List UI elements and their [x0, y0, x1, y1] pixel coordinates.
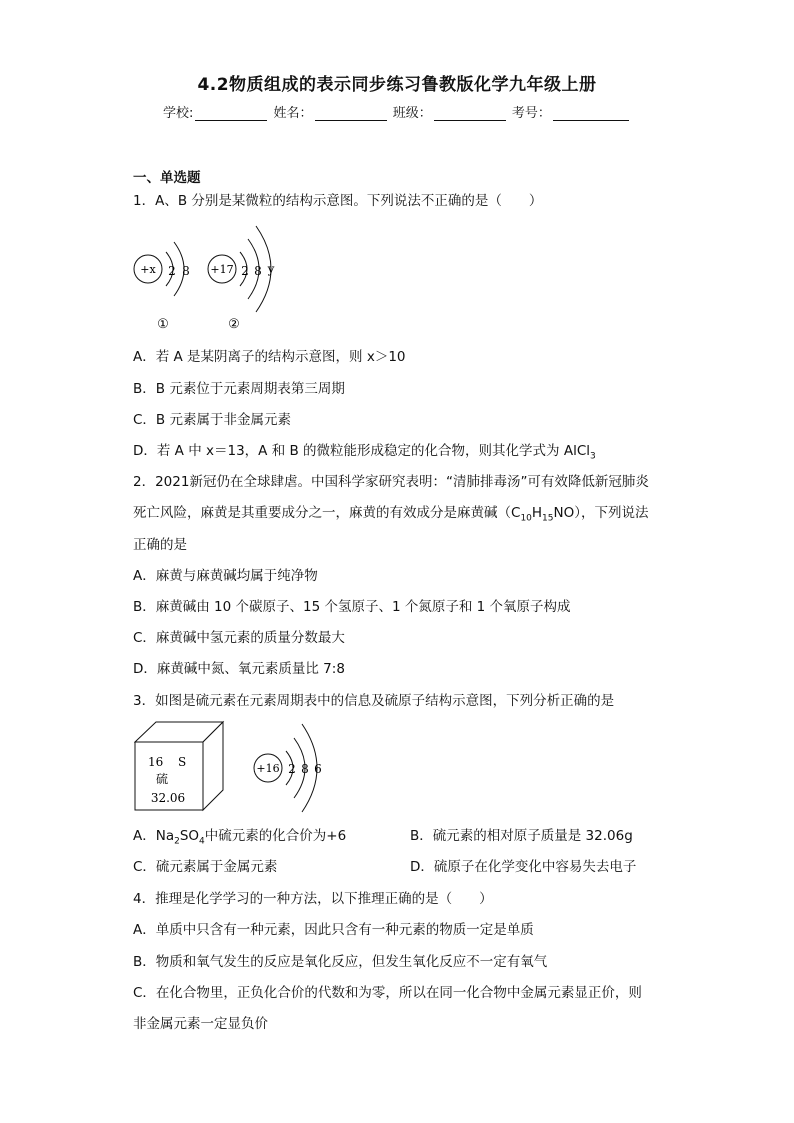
q3-cell-number: 16 [148, 755, 164, 769]
q3-cell-name: 硫 [155, 772, 169, 786]
q1-option-c[interactable]: C．B 元素属于非金属元素 [133, 412, 291, 428]
q3-option-d[interactable]: D．硫原子在化学变化中容易失去电子 [410, 859, 637, 875]
section-title: 一、单选题 [133, 170, 201, 186]
class-label: 班级： [392, 106, 432, 121]
q1-option-a[interactable]: A．若 A 是某阴离子的结构示意图，则 x＞10 [133, 349, 406, 365]
q1-nucleus-b-label: +17 [210, 263, 234, 276]
q1-label-a: ① [157, 317, 169, 332]
q3-stem: 3．如图是硫元素在元素周期表中的信息及硫原子结构示意图，下列分析正确的是 [133, 693, 615, 709]
school-label: 学校: [163, 106, 194, 121]
q3-nucleus-label: +16 [256, 762, 280, 775]
id-blank[interactable] [553, 106, 629, 121]
q1-nucleus-a-label: +x [140, 263, 156, 276]
q3-cell-symbol: S [178, 755, 187, 769]
q2-option-a[interactable]: A．麻黄与麻黄碱均属于纯净物 [133, 568, 318, 584]
school-blank[interactable] [195, 106, 267, 121]
q1-option-b[interactable]: B．B 元素位于元素周期表第三周期 [133, 381, 345, 397]
q1-structure-diagrams [130, 222, 290, 334]
q3-formula-mid: SO [179, 828, 200, 844]
q2-formula-c-sub: 10 [520, 513, 532, 524]
name-blank[interactable] [315, 106, 387, 121]
q3-cell-mass: 32.06 [150, 791, 186, 805]
q3-shell3-count: 6 [314, 762, 322, 776]
q2-stem-line2-post: NO），下列说法 [553, 505, 649, 521]
q1-option-d[interactable] [133, 442, 596, 466]
q3-shell2-count: 8 [301, 762, 309, 776]
q4-option-c-line2[interactable]: 非金属元素一定显负价 [133, 1016, 268, 1032]
q1-option-d-text: D．若 A 中 x＝13，A 和 B 的微粒能形成稳定的化合物，则其化学式为 AlCl [133, 443, 590, 459]
q2-option-c[interactable]: C．麻黄碱中氢元素的质量分数最大 [133, 630, 345, 646]
q1-shell-b1-count: 2 [241, 264, 249, 278]
student-info-line [163, 102, 631, 121]
q3-atom-structure [254, 724, 322, 812]
q2-formula-h: H [531, 505, 543, 521]
q2-option-d[interactable]: D．麻黄碱中氮、氧元素质量比 7:8 [133, 661, 345, 677]
q1-shell-a1-count: 2 [168, 264, 176, 278]
q4-option-b[interactable]: B．物质和氧气发生的反应是氧化反应，但发生氧化反应不一定有氧气 [133, 954, 548, 970]
q3-option-b[interactable]: B．硫元素的相对原子质量是 32.06g [410, 828, 633, 844]
q1-label-b: ② [228, 317, 240, 332]
class-blank[interactable] [434, 106, 506, 121]
q2-stem-line2 [133, 504, 648, 528]
q1-shell-a2-count: 8 [182, 264, 190, 278]
q2-option-b[interactable]: B．麻黄碱由 10 个碳原子、15 个氢原子、1 个氮原子和 1 个氧原子构成 [133, 599, 571, 615]
q1-stem: 1．A、B 分别是某微粒的结构示意图。下列说法不正确的是（ ） [133, 193, 543, 209]
q3-periodic-cell [135, 722, 223, 810]
q1-shell-b3-count: y [267, 262, 275, 276]
q3-formula-sub2: 4 [199, 836, 205, 847]
q2-stem-line3: 正确的是 [133, 537, 187, 553]
q2-stem-line1: 2．2021新冠仍在全球肆虐。中国科学家研究表明：“清肺排毒汤”可有效降低新冠肺炎 [133, 474, 649, 490]
q3-diagrams [134, 718, 334, 816]
q3-option-a[interactable] [133, 827, 346, 851]
q4-stem: 4．推理是化学学习的一种方法，以下推理正确的是（ ） [133, 891, 493, 907]
q3-shell1-count: 2 [288, 762, 296, 776]
q3-formula-sub1: 2 [174, 836, 180, 847]
q3-option-c[interactable]: C．硫元素属于金属元素 [133, 859, 278, 875]
q1-option-d-subscript: 3 [590, 451, 596, 462]
q1-shell-b2-count: 8 [254, 264, 262, 278]
q4-option-a[interactable]: A．单质中只含有一种元素，因此只含有一种元素的物质一定是单质 [133, 922, 534, 938]
q3-option-a-pre: A．Na [133, 828, 175, 844]
q4-option-c-line1[interactable]: C．在化合物里，正负化合价的代数和为零，所以在同一化合物中金属元素显正价，则 [133, 985, 642, 1001]
id-label: 考号： [511, 106, 551, 121]
q2-stem-line2-pre: 死亡风险，麻黄是其重要成分之一，麻黄的有效成分是麻黄碱（C [133, 505, 521, 521]
q2-formula-h-sub: 15 [542, 513, 554, 524]
q3-option-a-post: 中硫元素的化合价为+6 [204, 828, 347, 844]
name-label: 姓名： [273, 106, 313, 121]
page-title: 4.2物质组成的表示同步练习鲁教版化学九年级上册 [197, 75, 597, 95]
